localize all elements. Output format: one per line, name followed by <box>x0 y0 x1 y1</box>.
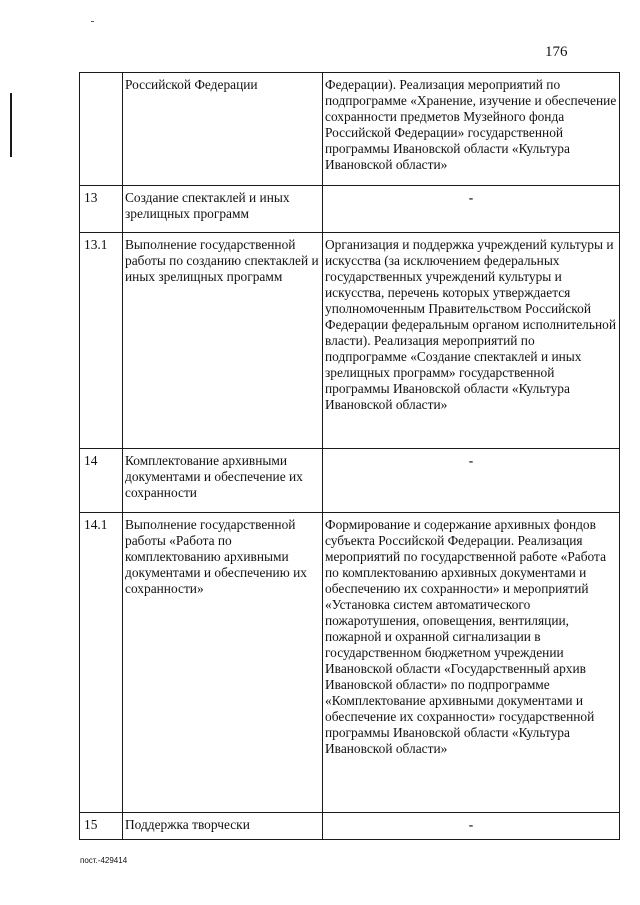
document-table <box>79 72 620 840</box>
table-row <box>80 186 620 233</box>
row-description <box>323 449 620 513</box>
row-description: Организация и поддержка учреждений культуры и искусства (за исключением федеральных государственных учреждений культуры и искусства, перечень которых утверждается уполномоченным Правительством Российской Федерации федеральным органом исполнительной власти). Реализация мероприятий по подпрограмме «Создание спектаклей и иных зрелищных программ» государственной программы Ивановской области «Культура Ивановской области» <box>323 233 620 449</box>
row-number: 13.1 <box>80 233 123 449</box>
row-name: Выполнение государственной работы по созданию спектаклей и иных зрелищных программ <box>123 233 323 449</box>
row-name: Создание спектаклей и иных зрелищных программ <box>123 186 323 233</box>
scan-tick-mark <box>91 21 94 22</box>
empty-dash: - <box>468 453 474 468</box>
row-number: 14 <box>80 449 123 513</box>
margin-line-mark <box>10 93 12 157</box>
row-description <box>323 186 620 233</box>
table-row <box>80 233 620 449</box>
row-number: 14.1 <box>80 513 123 813</box>
row-number: 13 <box>80 186 123 233</box>
empty-dash: - <box>468 190 474 205</box>
table-row <box>80 449 620 513</box>
row-name: Российской Федерации <box>123 73 323 186</box>
page-number: 176 <box>545 44 568 60</box>
empty-dash: - <box>468 817 474 832</box>
row-description: Федерации). Реализация мероприятий по подпрограмме «Хранение, изучение и обеспечение сохранности предметов Музейного фонда Российской Федерации» государственной программы Ивановской области «Культура Ивановской области» <box>323 73 620 186</box>
row-name: Комплектование архивными документами и обеспечение их сохранности <box>123 449 323 513</box>
table-row <box>80 813 620 840</box>
table-row <box>80 73 620 186</box>
table-row <box>80 513 620 813</box>
row-name: Выполнение государственной работы «Работа по комплектованию архивными документами и обеспечению их сохранности» <box>123 513 323 813</box>
row-name: Поддержка творчески <box>123 813 323 840</box>
row-description: Формирование и содержание архивных фондов субъекта Российской Федерации. Реализация мероприятий по государственной работе «Работа по комплектованию архивных документами и обеспечению их сохранности» и мероприятий «Установка систем автоматического пожаротушения, оповещения, вентиляции, пожарной и охранной сигнализации в государственном бюджетном учреждении Ивановской области «Государственный архив Ивановской области» по подпрограмме «Комплектование архивными документами и обеспечение их сохранности» государственной программы Ивановской области «Культура Ивановской области» <box>323 513 620 813</box>
row-number: 15 <box>80 813 123 840</box>
row-description <box>323 813 620 840</box>
row-number <box>80 73 123 186</box>
footer-document-code: пост.-429414 <box>80 856 128 865</box>
